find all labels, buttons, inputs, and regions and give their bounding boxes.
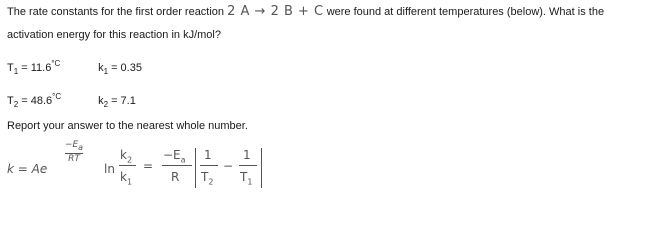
one-over-t1-numerator: 1 [243,148,251,162]
k1-denominator: $k_1$ [120,170,133,187]
instruction-text: Report your answer to the nearest whole number. [7,120,248,132]
k-fraction-bar [119,165,136,166]
data-row-2 [7,92,136,109]
ln-symbol: ln [104,162,115,176]
exponent-denominator: RT [68,153,80,164]
question-intro-2: were found at different temperatures (below). What is the [326,6,605,18]
data-row-1 [7,59,142,76]
reaction-equation: 2 A → 2 B + C [227,4,324,19]
bracket-right [261,148,262,188]
question-line-1 [7,4,604,19]
temperature-2: $T_2 = 48.6^{^\circ C}$ [7,92,62,109]
arrhenius-exponent [61,140,87,164]
temperature-1: $T_1 = 11.6^{^\circ C}$ [7,59,61,76]
bracket-left [195,148,196,188]
formula-area [7,140,307,202]
r-denominator: R [171,170,180,184]
question-intro: The rate constants for the first order reaction [7,6,225,18]
question-line-2 [7,29,221,41]
k2-numerator: $k_2$ [120,148,133,165]
t1-fraction-bar [239,165,257,166]
minus-sign: − [223,159,234,173]
exponent-numerator: $-E_a$ [64,140,84,152]
ea-fraction-bar [162,165,192,166]
equals-sign: = [143,159,154,173]
t2-fraction-bar [200,165,218,166]
t1-denominator: $T_1$ [240,170,253,187]
t2-denominator: $T_2$ [201,170,214,187]
rate-constant-2: $k_2 = 7.1$ [98,94,136,109]
arrhenius-lhs: k = Ae [7,162,48,176]
question-intro-3: activation energy for this reaction in kJ/mol? [7,29,221,41]
rate-constant-1: $k_1 = 0.35$ [98,61,142,76]
exponent-fraction-bar [65,153,83,154]
one-over-t2-numerator: 1 [204,148,212,162]
ea-numerator: $-E_a$ [163,148,186,165]
